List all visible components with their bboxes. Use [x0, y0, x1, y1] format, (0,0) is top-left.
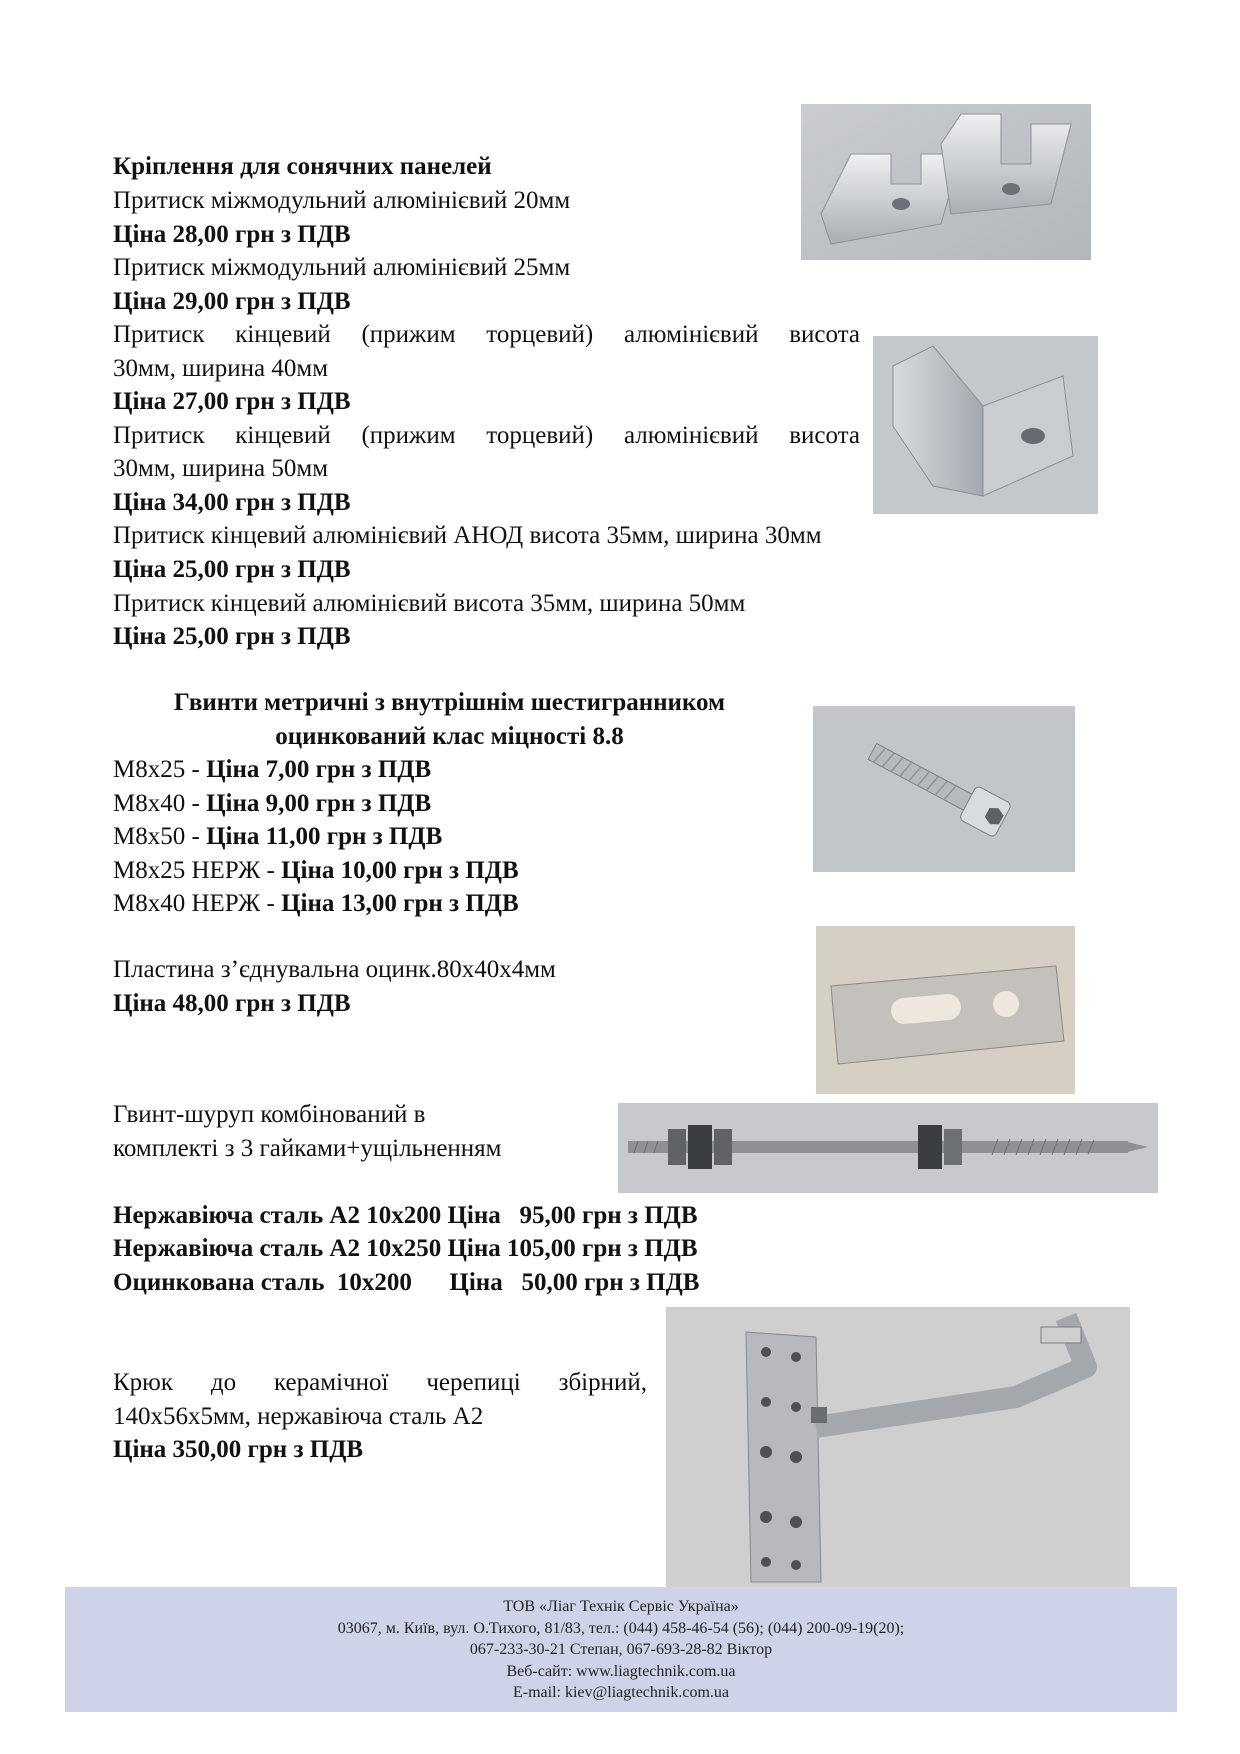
solar-item-3-price: Ціна 27,00 грн з ПДВ: [113, 388, 351, 415]
footer-company: ТОВ «Ліаг Технік Сервіс Україна»: [503, 1598, 739, 1615]
plate-name: Пластина з’єднувальна оцинк.80х40х4мм: [113, 956, 556, 983]
hook-price: Ціна 350,00 грн з ПДВ: [113, 1436, 364, 1463]
screw-item-5: [113, 887, 519, 920]
mid-clamp-photo: [801, 104, 1091, 260]
combined-screw-option-2: Нержавіюча сталь А2 10х250 Ціна 105,00 грн з ПДВ: [113, 1235, 698, 1262]
screw-item-3-size: М8х50 -: [113, 823, 207, 850]
combined-screw-option-3: Оцинкована сталь 10х200 Ціна 50,00 грн з ПДВ: [113, 1269, 700, 1296]
footer-address: 03067, м. Київ, вул. О.Тихого, 81/83, тел.: (044) 458-46-54 (56); (044) 200-09-19(20);: [337, 1619, 905, 1637]
hook-name-line2: 140х56х5мм, нержавіюча сталь А2: [113, 1403, 484, 1430]
solar-item-6-name: Притиск кінцевий алюмінієвий висота 35мм, ширина 50мм: [113, 590, 746, 617]
combined-screw-name-line1: Гвинт-шуруп комбінований в: [113, 1101, 426, 1128]
end-clamp-photo: [873, 336, 1098, 514]
hook-name-line1: Крюк до керамічної черепиці збірний,: [113, 1369, 647, 1396]
screw-item-1-price: Ціна 7,00 грн з ПДВ: [206, 756, 432, 783]
screw-item-2-price: Ціна 9,00 грн з ПДВ: [206, 790, 432, 817]
screw-item-3: [113, 820, 442, 853]
screw-item-5-size: М8х40 НЕРЖ -: [113, 890, 282, 917]
solar-item-6-price: Ціна 25,00 грн з ПДВ: [113, 623, 351, 650]
footer-phones: 067-233-30-21 Степан, 067-693-28-82 Віктор: [469, 1641, 773, 1658]
footer-website[interactable]: Веб-сайт: www.liagtechnik.com.ua: [506, 1662, 736, 1680]
screws-title-line1: Гвинти метричні з внутрішнім шестигранником: [173, 689, 726, 716]
screw-item-1: [113, 753, 431, 786]
screw-item-5-price: Ціна 13,00 грн з ПДВ: [281, 890, 519, 917]
screws-title-line2: оцинкований клас міцності 8.8: [275, 723, 624, 750]
solar-section-title: Кріплення для сонячних панелей: [113, 153, 492, 180]
screw-item-3-price: Ціна 11,00 грн з ПДВ: [206, 823, 443, 850]
combined-screw-photo: [618, 1103, 1158, 1193]
screw-item-4-size: М8х25 НЕРЖ -: [113, 857, 282, 884]
solar-item-4-price: Ціна 34,00 грн з ПДВ: [113, 489, 351, 516]
combined-screw-name-line2: комплекті з 3 гайками+ущільненням: [113, 1135, 502, 1162]
solar-item-4-name-line2: 30мм, ширина 50мм: [113, 455, 329, 482]
combined-screw-option-1: Нержавіюча сталь А2 10х200 Ціна 95,00 грн з ПДВ: [113, 1202, 698, 1229]
screw-item-2-size: М8х40 -: [113, 790, 207, 817]
solar-item-2-price: Ціна 29,00 грн з ПДВ: [113, 288, 351, 315]
solar-item-1-price: Ціна 28,00 грн з ПДВ: [113, 221, 351, 248]
plate-price: Ціна 48,00 грн з ПДВ: [113, 990, 351, 1017]
screw-item-4-price: Ціна 10,00 грн з ПДВ: [281, 857, 519, 884]
connecting-plate-photo: [816, 926, 1075, 1094]
screw-item-1-size: М8х25 -: [113, 756, 207, 783]
hex-bolt-photo: [813, 706, 1075, 872]
solar-item-3-name-line2: 30мм, ширина 40мм: [113, 355, 329, 382]
solar-item-5-name: Притиск кінцевий алюмінієвий АНОД висота 35мм, ширина 30мм: [113, 522, 822, 549]
solar-item-1-name: Притиск міжмодульний алюмінієвий 20мм: [113, 187, 571, 214]
solar-item-4-name-line1: Притиск кінцевий (прижим торцевий) алюмінієвий висота: [113, 422, 860, 449]
roof-hook-photo: [666, 1307, 1130, 1590]
solar-item-5-price: Ціна 25,00 грн з ПДВ: [113, 556, 351, 583]
footer-email[interactable]: E-mail: kiev@liagtechnik.com.ua: [513, 1684, 729, 1701]
screw-item-2: [113, 787, 431, 820]
solar-item-3-name-line1: Притиск кінцевий (прижим торцевий) алюмінієвий висота: [113, 321, 860, 348]
screw-item-4: [113, 854, 519, 887]
solar-item-2-name: Притиск міжмодульний алюмінієвий 25мм: [113, 254, 571, 281]
footer: [65, 1587, 1177, 1712]
